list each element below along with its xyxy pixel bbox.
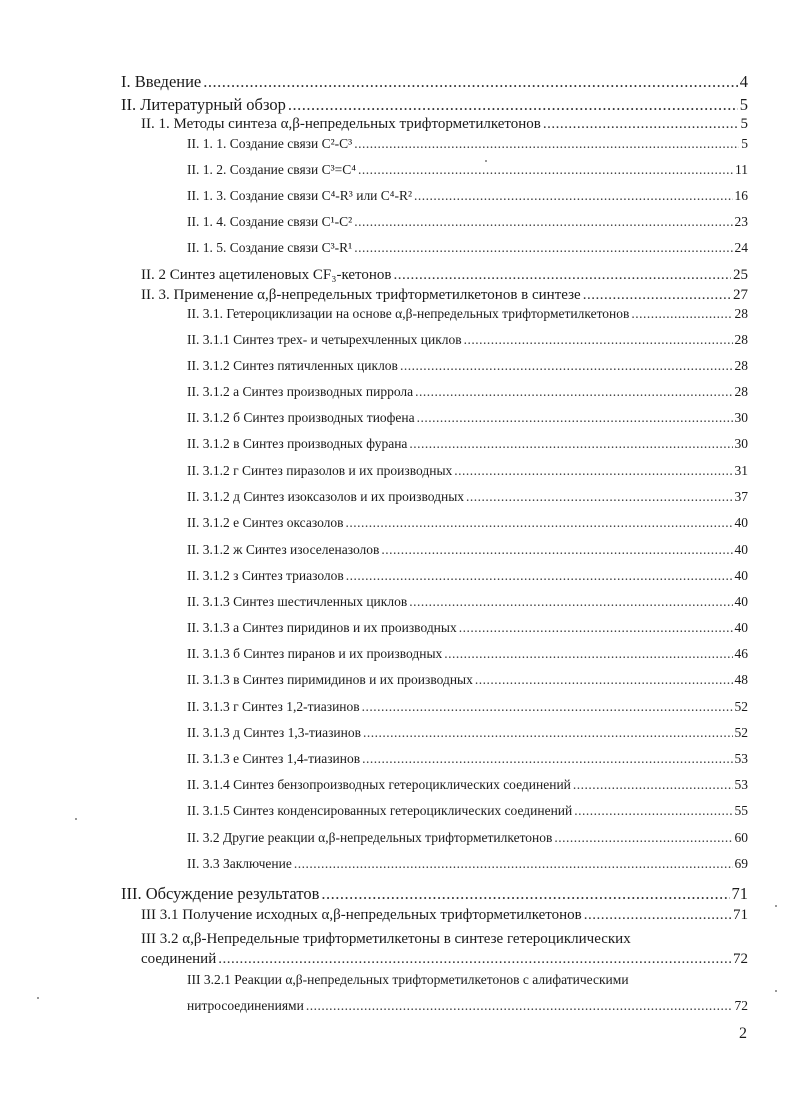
toc-entry-page: 11 — [735, 162, 748, 177]
toc-entry-page: 40 — [734, 515, 748, 530]
toc-entry-page: 40 — [734, 594, 748, 609]
toc-entry-title: II. 2 Синтез ацетиленовых CF₃-кетонов — [141, 267, 392, 283]
toc-entry[interactable] — [187, 568, 748, 584]
dot-leader — [321, 884, 729, 904]
toc-entry[interactable] — [187, 998, 748, 1014]
toc-entry-title: II. 3.1.2 б Синтез производных тиофена — [187, 410, 415, 425]
dot-leader — [584, 907, 731, 924]
scan-speck — [775, 990, 777, 992]
toc-entry-page: 52 — [734, 699, 748, 714]
dot-leader — [459, 620, 733, 636]
toc-entry[interactable] — [187, 856, 748, 872]
dot-leader — [354, 214, 732, 230]
dot-leader — [466, 489, 732, 505]
toc-entry-page: 48 — [734, 672, 748, 687]
toc-entry[interactable] — [187, 240, 748, 256]
toc-entry-title: II. 3.1. Гетероциклизации на основе α,β-непредельных трифторметилкетонов — [187, 306, 630, 321]
scan-speck — [75, 818, 77, 820]
toc-entry[interactable] — [187, 214, 748, 230]
toc-entry[interactable] — [141, 116, 748, 133]
toc-entry-title: II. 1. 2. Создание связи C³=C⁴ — [187, 162, 356, 177]
toc-entry-page: 31 — [734, 463, 748, 478]
dot-leader — [631, 306, 732, 322]
toc-entry-page: 71 — [733, 907, 748, 923]
dot-leader — [409, 594, 732, 610]
toc-entry-title: II. 3.1.2 г Синтез пиразолов и их производных — [187, 463, 453, 478]
dot-leader — [400, 358, 733, 374]
toc-entry-page: 28 — [734, 306, 748, 321]
toc-entry-title: III. Обсуждение результатов — [121, 884, 320, 903]
toc-entry-page: 5 — [740, 116, 748, 132]
toc-entry-title: II. 3.1.3 е Синтез 1,4-тиазинов — [187, 751, 361, 766]
toc-entry-title: II. 3.1.3 д Синтез 1,3-тиазинов — [187, 725, 361, 740]
dot-leader — [354, 136, 739, 152]
dot-leader — [346, 515, 733, 531]
toc-entry-page: 24 — [734, 240, 748, 255]
dot-leader — [294, 856, 733, 872]
toc-entry[interactable] — [187, 489, 748, 505]
toc-entry-title: II. 3. Применение α,β-непредельных трифторметилкетонов в синтезе — [141, 287, 581, 303]
toc-entry-title: II. Литературный обзор — [121, 95, 286, 114]
toc-entry-title: II. 3.1.2 Синтез пятичленных циклов — [187, 358, 398, 373]
toc-entry-title: II. 1. 3. Создание связи C⁴-R³ или C⁴-R² — [187, 188, 413, 203]
toc-entry-title: II. 3.1.2 ж Синтез изоселеназолов — [187, 542, 380, 557]
toc-entry-title: II. 3.1.3 г Синтез 1,2-тиазинов — [187, 699, 360, 714]
toc-entry[interactable] — [187, 777, 748, 793]
dot-leader — [464, 332, 733, 348]
dot-leader — [346, 568, 733, 584]
dot-leader — [306, 998, 733, 1014]
toc-entry-page: 25 — [733, 267, 748, 283]
toc-entry-title: II. 3.1.2 д Синтез изоксазолов и их производных — [187, 489, 465, 504]
toc-entry-page: 4 — [739, 72, 748, 91]
toc-entry[interactable] — [187, 436, 748, 452]
dot-leader — [363, 725, 733, 741]
toc-entry[interactable] — [141, 907, 748, 924]
dot-leader — [218, 951, 731, 968]
toc-entry[interactable] — [187, 803, 748, 819]
dot-leader — [417, 410, 733, 426]
scan-speck — [485, 160, 487, 162]
toc-entry-page: 53 — [734, 751, 748, 766]
toc-entry[interactable] — [187, 306, 748, 322]
toc-entry-results-discussion[interactable] — [121, 884, 748, 904]
toc-entry[interactable] — [187, 162, 748, 178]
dot-leader — [574, 803, 732, 819]
dot-leader — [415, 384, 732, 400]
dot-leader — [362, 751, 732, 767]
toc-entry-introduction[interactable] — [121, 72, 748, 92]
scan-speck — [37, 997, 39, 999]
toc-entry[interactable] — [187, 358, 748, 374]
toc-entry-title: II. 1. 4. Создание связи C¹-C² — [187, 214, 353, 229]
toc-entry[interactable] — [187, 646, 748, 662]
toc-entry-title: II. 3.1.2 з Синтез триазолов — [187, 568, 344, 583]
toc-entry-title-line2: нитросоединениями — [187, 998, 304, 1013]
dot-leader — [409, 436, 732, 452]
dot-leader — [444, 646, 732, 662]
toc-entry[interactable] — [187, 332, 748, 348]
dot-leader — [454, 463, 732, 479]
toc-entry-title-line1[interactable]: III 3.2 α,β-Непредельные трифторметилкетоны в синтезе гетероциклических — [141, 931, 631, 947]
toc-entry[interactable] — [187, 515, 748, 531]
toc-entry-title: II. 3.1.3 Синтез шестичленных циклов — [187, 594, 408, 609]
toc-entry-title: II. 3.1.3 а Синтез пиридинов и их производных — [187, 620, 457, 635]
toc-entry-page: 40 — [734, 620, 748, 635]
toc-entry-title: II. 3.1.2 в Синтез производных фурана — [187, 436, 408, 451]
dot-leader — [554, 830, 732, 846]
toc-entry-page: 72 — [733, 951, 748, 967]
toc-entry-page: 46 — [734, 646, 748, 661]
dot-leader — [573, 777, 733, 793]
toc-entry[interactable] — [187, 620, 748, 636]
dot-leader — [358, 162, 733, 178]
toc-entry[interactable] — [187, 410, 748, 426]
dot-leader — [543, 116, 739, 133]
toc-entry-page: 72 — [734, 998, 748, 1013]
toc-entry-page: 55 — [734, 803, 748, 818]
toc-entry-title: II. 3.1.4 Синтез бензопроизводных гетероциклических соединений — [187, 777, 571, 792]
toc-entry[interactable] — [187, 699, 748, 715]
toc-entry[interactable] — [187, 725, 748, 741]
toc-entry-page: 28 — [734, 384, 748, 399]
toc-entry-page: 30 — [734, 410, 748, 425]
toc-entry[interactable] — [141, 951, 748, 968]
toc-entry[interactable] — [141, 287, 748, 304]
toc-entry-page: 37 — [734, 489, 748, 504]
dot-leader — [203, 72, 737, 92]
toc-entry-title: II. 3.1.3 в Синтез пиримидинов и их производных — [187, 672, 473, 687]
toc-entry[interactable] — [187, 188, 748, 204]
toc-entry[interactable] — [187, 384, 748, 400]
toc-entry-title: II. 1. 1. Создание связи C²-C³ — [187, 136, 353, 151]
toc-entry-page: 40 — [734, 568, 748, 583]
toc-entry-page: 16 — [734, 188, 748, 203]
toc-entry-page: 27 — [733, 287, 748, 303]
toc-entry-title: II. 3.1.3 б Синтез пиранов и их производных — [187, 646, 443, 661]
toc-entry-title: II. 3.1.5 Синтез конденсированных гетероциклических соединений — [187, 803, 573, 818]
toc-entry-title: I. Введение — [121, 72, 202, 91]
toc-entry-literature-review[interactable] — [121, 95, 748, 115]
toc-entry-page: 52 — [734, 725, 748, 740]
dot-leader — [583, 287, 731, 304]
toc-entry[interactable] — [187, 672, 748, 688]
dot-leader — [354, 240, 732, 256]
scan-speck — [775, 905, 777, 907]
dot-leader — [475, 672, 733, 688]
toc-entry-title: II. 3.1.2 а Синтез производных пиррола — [187, 384, 414, 399]
toc-entry[interactable] — [187, 594, 748, 610]
toc-entry[interactable] — [187, 830, 748, 846]
toc-entry-page: 40 — [734, 542, 748, 557]
toc-entry-page: 71 — [731, 884, 748, 903]
toc-entry-title: II. 1. 5. Создание связи C³-R¹ — [187, 240, 353, 255]
page-number: 2 — [739, 1025, 747, 1042]
toc-entry-page: 28 — [734, 358, 748, 373]
toc-entry-page: 5 — [739, 95, 748, 114]
toc-entry-title: II. 1. Методы синтеза α,β-непредельных трифторметилкетонов — [141, 116, 541, 132]
dot-leader — [381, 542, 732, 558]
toc-entry[interactable] — [141, 267, 748, 284]
dot-leader — [414, 188, 732, 204]
toc-entry-page: 30 — [734, 436, 748, 451]
toc-entry[interactable] — [187, 463, 748, 479]
toc-entry-title: II. 3.1.1 Синтез трех- и четырехчленных циклов — [187, 332, 462, 347]
toc-entry-page: 28 — [734, 332, 748, 347]
dot-leader — [362, 699, 733, 715]
toc-entry-page: 23 — [734, 214, 748, 229]
toc-entry[interactable] — [187, 542, 748, 558]
toc-entry-page: 69 — [734, 856, 748, 871]
toc-entry-title: III 3.1 Получение исходных α,β-непредельных трифторметилкетонов — [141, 907, 582, 923]
toc-entry-title: II. 3.3 Заключение — [187, 856, 292, 871]
dot-leader — [394, 267, 732, 284]
toc-entry-title-line1[interactable]: III 3.2.1 Реакции α,β-непредельных трифторметилкетонов с алифатическими — [187, 972, 629, 987]
toc-entry[interactable] — [187, 751, 748, 767]
toc-entry-title: II. 3.1.2 е Синтез оксазолов — [187, 515, 344, 530]
dot-leader — [288, 95, 738, 115]
toc-entry-page: 60 — [734, 830, 748, 845]
toc-entry[interactable] — [187, 136, 748, 152]
toc-entry-title: II. 3.2 Другие реакции α,β-непредельных трифторметилкетонов — [187, 830, 553, 845]
toc-entry-title-line2: соединений — [141, 951, 217, 967]
toc-entry-page: 53 — [734, 777, 748, 792]
toc-entry-page: 5 — [741, 136, 748, 151]
